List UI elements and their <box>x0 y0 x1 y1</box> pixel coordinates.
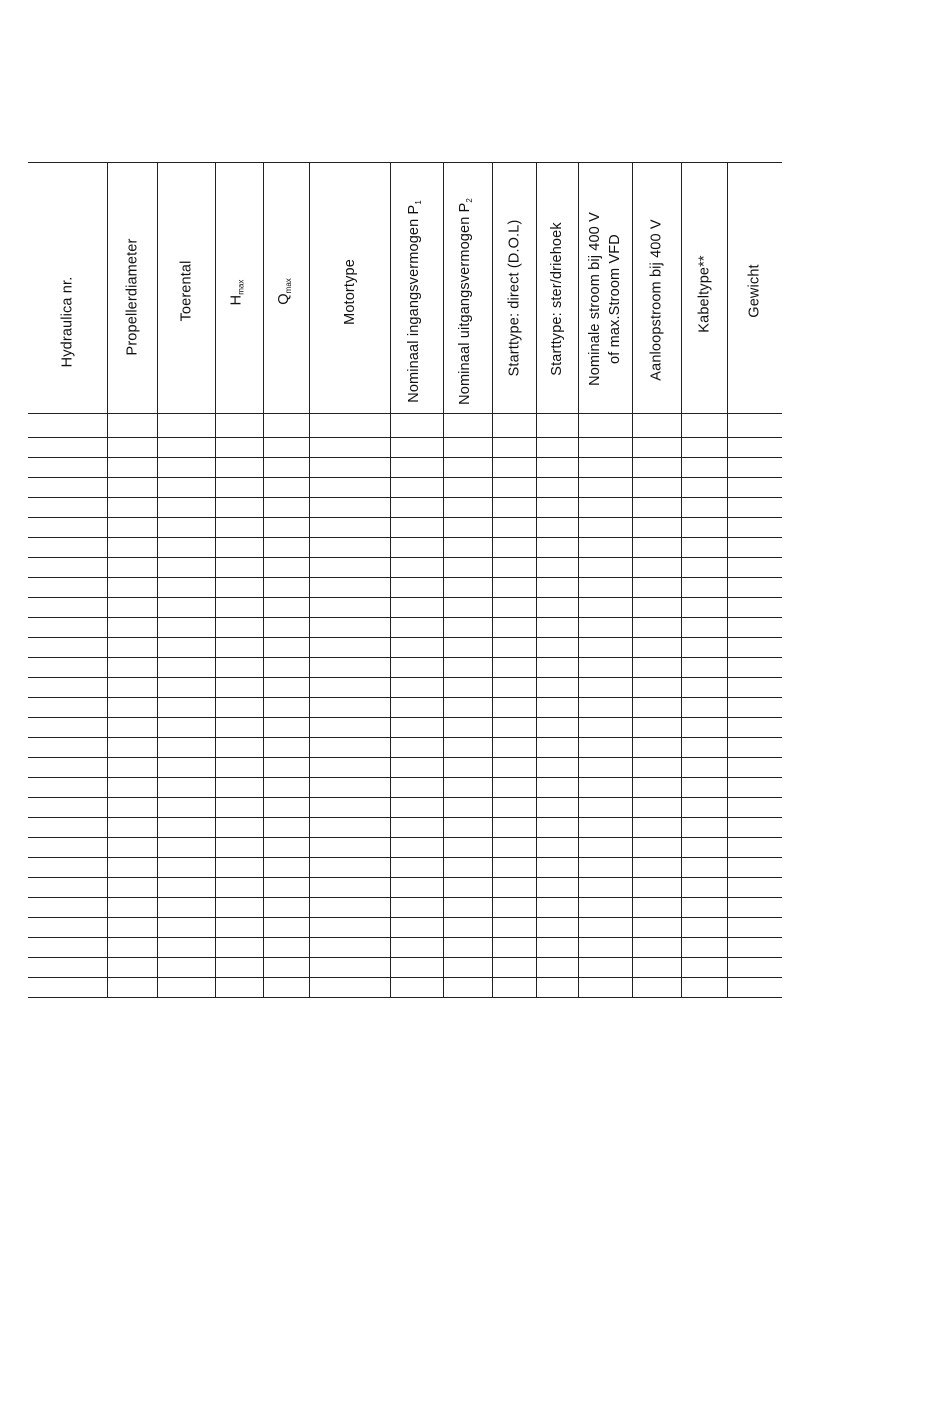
column-header-label: Nominale stroom bij 400 V <box>586 212 603 386</box>
row-divider <box>28 637 782 638</box>
column-header-label: Toerental <box>178 260 194 321</box>
column-header-subscript: max <box>236 279 246 295</box>
column-header-label: Nominaal uitgangsvermogen P <box>456 202 473 405</box>
row-divider <box>28 537 782 538</box>
table-top-border <box>28 162 782 163</box>
row-divider <box>28 497 782 498</box>
row-divider <box>28 917 782 918</box>
column-header-dol <box>504 219 524 376</box>
row-divider <box>28 897 782 898</box>
column-header-label: Q <box>275 293 292 305</box>
column-header-label: Nominaal ingangsvermogen P <box>405 204 422 403</box>
row-divider <box>28 717 782 718</box>
column-header-p2 <box>455 198 480 405</box>
row-divider <box>28 477 782 478</box>
row-divider <box>28 857 782 858</box>
column-header-motortype <box>339 259 359 325</box>
column-divider <box>727 162 728 998</box>
row-divider <box>28 577 782 578</box>
column-header-propellerdiameter <box>122 238 142 355</box>
row-divider <box>28 457 782 458</box>
row-divider <box>28 957 782 958</box>
row-divider <box>28 617 782 618</box>
column-header-label: Hydraulica nr. <box>59 276 76 367</box>
column-divider <box>107 162 108 998</box>
column-header-label: Propellerdiameter <box>124 238 140 355</box>
column-header-label: Aanloopstroom bij 400 V <box>648 218 665 381</box>
column-header-label: Motortype <box>341 259 358 325</box>
row-divider <box>28 557 782 558</box>
row-divider <box>28 757 782 758</box>
column-divider <box>681 162 682 998</box>
column-divider <box>632 162 633 998</box>
row-divider <box>28 437 782 438</box>
column-header-label: Starttype: direct (D.O.L) <box>505 219 522 376</box>
row-divider <box>28 677 782 678</box>
column-divider <box>536 162 537 998</box>
column-header-hydraulica <box>57 276 77 367</box>
column-header-nominalestroom <box>585 212 625 386</box>
row-divider <box>28 697 782 698</box>
row-divider <box>28 877 782 878</box>
column-header-label: H <box>228 294 245 305</box>
column-header-hmax <box>226 279 251 305</box>
column-divider <box>157 162 158 998</box>
row-divider <box>28 597 782 598</box>
column-divider <box>390 162 391 998</box>
row-divider <box>28 777 782 778</box>
column-header-label: Gewicht <box>746 263 763 318</box>
column-header-subscript: 2 <box>464 198 474 203</box>
column-divider <box>578 162 579 998</box>
row-divider <box>28 937 782 938</box>
column-header-aanloopstroom <box>647 219 667 380</box>
column-header-subscript: 1 <box>413 200 423 205</box>
header-bottom-border <box>28 413 782 414</box>
column-header-p1 <box>404 200 429 403</box>
row-divider <box>28 977 782 978</box>
column-header-qmax <box>273 278 298 305</box>
column-divider <box>263 162 264 998</box>
column-header-label: Kabeltype** <box>696 254 713 333</box>
column-header-kabeltype <box>694 255 714 332</box>
column-divider <box>309 162 310 998</box>
row-divider <box>28 797 782 798</box>
column-divider <box>443 162 444 998</box>
column-divider <box>215 162 216 998</box>
column-header-label-line2: of max.Stroom VFD <box>606 234 623 364</box>
row-divider <box>28 997 782 998</box>
row-divider <box>28 657 782 658</box>
row-divider <box>28 837 782 838</box>
row-divider <box>28 817 782 818</box>
row-divider <box>28 517 782 518</box>
column-header-subscript: max <box>283 278 293 294</box>
column-header-toerental <box>176 260 196 321</box>
column-divider <box>492 162 493 998</box>
column-header-gewicht <box>745 264 765 317</box>
row-divider <box>28 737 782 738</box>
column-header-label: Starttype: ster/driehoek <box>548 222 565 376</box>
column-header-sterdriehoek <box>547 222 567 376</box>
